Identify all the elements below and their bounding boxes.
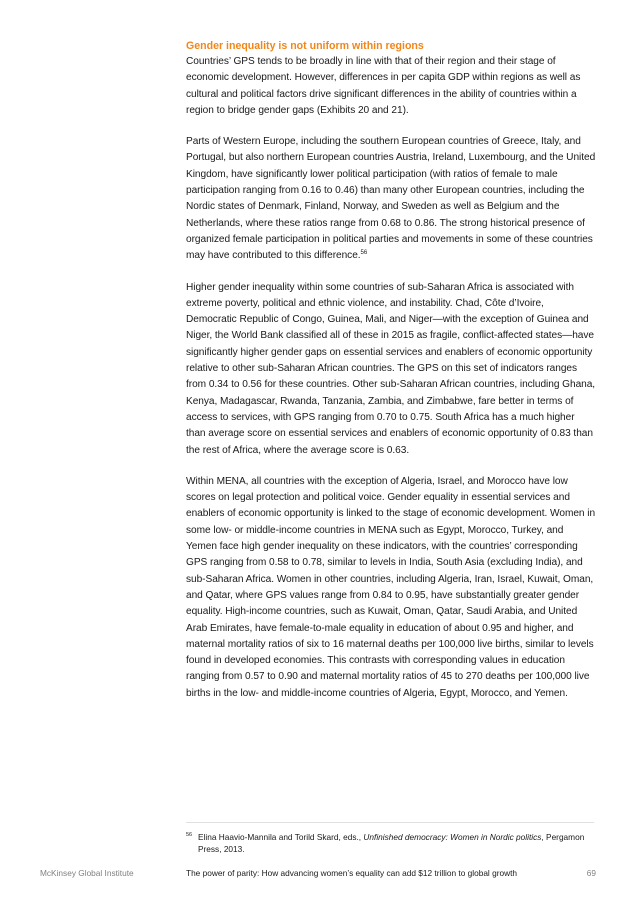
paragraph-4: Within MENA, all countries with the exception of Algeria, Israel, and Morocco have low scores on legal protection and political voice. Gender equality in essential services and enablers of economic opportunity is linked to the stage of economic development. Women in some low- or middle-income countries in MENA such as Egypt, Morocco, Turkey, and Yemen face high gender inequality on these indicators, with the countries’ corresponding GPS ranging from 0.58 to 0.78, similar to levels in India, South Asia (excluding India), and sub-Saharan Africa. Women in other countries, including Algeria, Iran, Israel, Kuwait, Oman, and Qatar, where GPS values range from 0.84 to 0.95, have substantially greater gender equality. High-income countries, such as Kuwait, Oman, Qatar, Saudi Arabia, and United Arab Emirates, have female-to-male equality in education of about 0.95 and higher, and maternal mortality ratios of six to 16 maternal deaths per 100,000 live births, similar to levels found in developed economies. This contrasts with corresponding values in education ranging from 0.57 to 0.90 and maternal mortality ratios of 45 to 270 deaths per 100,000 live births in the low- and middle-income countries of Algeria, Egypt, Morocco, and Yemen.: [186, 475, 596, 699]
footnote-text: [186, 831, 586, 855]
main-column: [186, 39, 596, 717]
footnote-authors: Elina Haavio-Mannila and Torild Skard, eds.,: [198, 832, 362, 842]
footer-report-title: The power of parity: How advancing women’s equality can add $12 trillion to global growth: [186, 868, 517, 878]
paragraph-2-text: Parts of Western Europe, including the southern European countries of Greece, Italy, and Portugal, but also northern European countries Austria, Ireland, Luxembourg, and the United Kingdom, have significantly lower political participation (with ratios of female to male participation ranging from 0.16 to 0.46) than many other European countries, including the Nordic states of Denmark, Finland, Norway, and Sweden as well as Belgium and the Netherlands, where these ratios range from 0.68 to 0.86. The strong historical presence of organized female participation in political parties and movements in some of these countries may have contributed to this difference.: [186, 136, 596, 262]
footer-publisher: McKinsey Global Institute: [40, 868, 134, 878]
footnote: [186, 831, 586, 855]
page-number: 69: [586, 868, 596, 878]
paragraph-1: Countries’ GPS tends to be broadly in line with that of their region and their stage of economic development. However, differences in per capita GDP within regions as well as cultural and political factors drive significant differences in the ability of countries within a region to bridge gender gaps (Exhibits 20 and 21).: [186, 56, 581, 116]
section-heading: Gender inequality is not uniform within regions: [186, 40, 424, 52]
footnote-publisher: , Pergamon Press, 2013.: [198, 832, 585, 855]
footnote-divider: [186, 822, 594, 823]
footnote-book-title: Unfinished democracy: Women in Nordic politics: [363, 832, 542, 842]
footnote-number: 56: [186, 832, 193, 838]
paragraph-3: Higher gender inequality within some countries of sub-Saharan Africa is associated with extreme poverty, political and ethnic violence, and instability. Chad, Côte d’Ivoire, Democratic Republic of Congo, Guinea, Mali, and Niger—with the exception of Guinea and Niger, the World Bank classified all of these in 2015 as fragile, conflict-affected states—have significantly higher gender gaps on essential services and enablers of economic opportunity relative to other sub-Saharan African countries. The GPS on this set of indicators ranges from 0.34 to 0.56 for these countries. Other sub-Saharan African countries, including Ghana, Kenya, Madagascar, Rwanda, Tanzania, Zambia, and Zimbabwe, fare better in terms of access to services, with GPS ranging from 0.70 to 0.75. South Africa has a much higher than average score on essential services and enablers of economic opportunity of 0.83 than the rest of Africa, where the average score is 0.63.: [186, 281, 596, 456]
footnote-reference[interactable]: 56: [360, 250, 368, 257]
paragraph-2: [186, 134, 596, 264]
